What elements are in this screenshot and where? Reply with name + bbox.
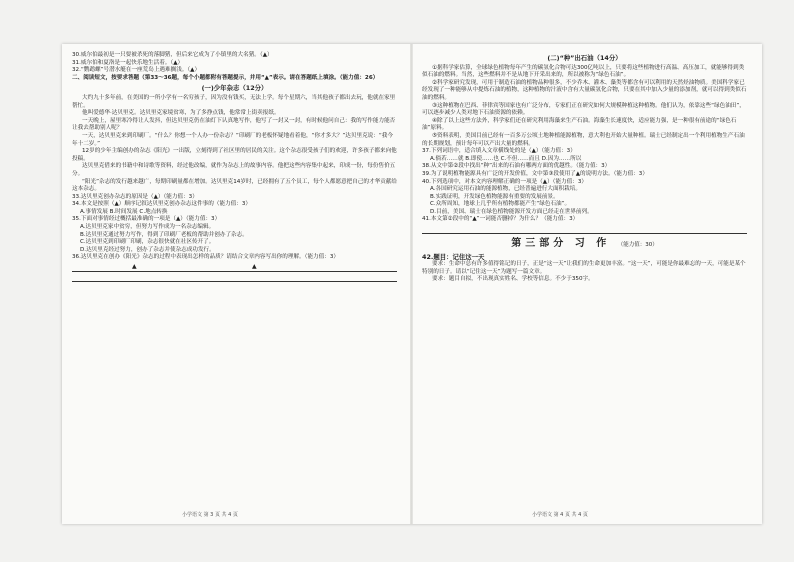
passage-paragraph: ③这种植物在巴西、菲律宾等国家也有广泛分布，专家们正在研究如何大规模种植这种植物。他们认为，依靠这些“绿色油田”，可以逐步减少人类对地下石油资源的依赖。: [422, 102, 745, 117]
question-36: 36.达贝里克在创办《阳光》杂志的过程中表现出怎样的品质？请结合文章内容写出你的理解。（能力值：3）: [72, 254, 339, 261]
left-page: [72, 52, 397, 285]
question-41: 41.本文第②段中的“▲”一词能否删掉？为什么？（能力值：3）: [422, 216, 579, 223]
passage-paragraph: 达贝里克借来的书籍中和诗歌等资料，经过他改编，就作为杂志上的故事内容。他把这些内容集中起来，印成一份，每份售价五分。: [72, 163, 396, 177]
question-32: 32.“鹦鹉螺”号潜水艇在一座荒岛上遇难搁浅。（▲）: [72, 67, 201, 74]
passage-paragraph: “阳光”杂志的发行越来越广，每期印刷量都在增加。达贝里克14岁时，已经拥有了五个员工，每个人都愿意把自己的才华贡献给这本杂志。: [72, 178, 397, 193]
question-40-option: B.实践证明，开发绿色植物能源有重要的发展前景。: [430, 193, 559, 200]
passage-paragraph: 一天，达贝里克来到印刷厂。“什么？你想一个人办一份杂志？”印刷厂的老板怀疑地看着他，“你才多大？”达贝里克说：“我今年十二岁。”: [72, 132, 393, 147]
question-37: 37.下列词语中，适合填入文章横线处的是（▲）（能力值：3）: [422, 148, 576, 155]
question-35-option: A.达贝里克家中贫穷，但努力写作成为一名杂志编辑。: [80, 224, 215, 231]
part2-intro: 二、阅读短文，按要求答题（第33～36题，每个小题都附有答题提示，并用“▲”表示。请在答题纸上填涂。（能力值：26）: [72, 74, 379, 81]
question-40-option: D.目前，美国、瑞士在绿色植物能源开发方面已经走在世界前列。: [430, 208, 593, 215]
question-40-option: A.各国研究运用石油的能源植物，已经普遍进行大面积栽培。: [430, 186, 581, 193]
part3-score: （能力值：30）: [617, 242, 658, 249]
question-35: 35.下面对事情经过概括最准确的一项是（▲）（能力值：3）: [72, 216, 221, 223]
question-31: 31.威尔伯和夏洛是一起快乐地生活着。（▲）: [72, 59, 184, 66]
question-42: 42.题目：记住这一天: [422, 252, 485, 261]
section1-title: (一)少年杂志（12分）: [201, 84, 268, 93]
part3-label: 第三部分 习 作: [511, 238, 611, 250]
question-35-option: B.达贝里克通过努力写作，得到了印刷厂老板的帮助并创办了杂志。: [80, 231, 248, 238]
passage-paragraph: 他叫爱德华·达贝里克。达贝里克家境贫寒，为了多挣点钱，他常常上街卖报纸。: [82, 110, 280, 117]
question-38: 38.从文中第②段中找出“种”出来的石油有哪两方面的优越性。（能力值：3）: [422, 163, 611, 170]
answer-line: [72, 275, 397, 282]
essay-requirement: 要求：生命中总有许多值得铭记的日子，正是“这一天”让我们的生命更加丰富。“这一天”，可能是你最难忘的一天，可能是某个特别的日子。请以“记住这一天”为题写一篇文章。: [422, 261, 746, 275]
essay-note: 要求：题目自拟，不出现真实姓名、学校等信息。不少于350字。: [432, 276, 594, 283]
exam-sheet: [62, 44, 762, 524]
question-37-options: A.倘若……就 B.即使……也 C.不但……而且 D.因为……所以: [430, 155, 582, 162]
question-35-option: C.达贝里克到印刷厂印刷，杂志很快就在社区传开了。: [80, 239, 215, 246]
page-footer-left: 小学语文 第 3 页 共 4 页: [182, 512, 238, 518]
question-35-option: D.达贝里克经过努力，创办了杂志并使杂志成功发行。: [80, 246, 215, 253]
passage-paragraph: 大约九十多年前，在美国的一所小学有一名穷孩子，因为没有钱买，无法上学。每个星期六，当其他孩子都出去玩，他就在家里帮忙。: [72, 94, 396, 109]
answer-line: ▲ ▲: [72, 265, 397, 272]
answer-line: [422, 227, 747, 234]
question-33: 33.达贝里克创办杂志的原因是（▲）（能力值：3）: [72, 193, 198, 200]
question-30: 30.威尔伯最初是一只要被杀死的落脚猪，但后来它成为了小镇里的大名猪。（▲）: [72, 52, 273, 58]
section2-title: (二)“种”出石油（14分）: [547, 54, 622, 62]
passage-paragraph: ④除了以上这些方法外，科学家们还在研究利用海藻来生产石油。海藻生长速度快，适应能力强，是一种很有前途的“绿色石油”原料。: [422, 117, 737, 132]
passage-paragraph: ②科学家研究发现，可用于制造石油的植物品种很多，不少乔木、灌木、藻类等都含有可以利用的天然烃油物质。美国科学家已经发现了一种能够从中提炼石油的植物，这种植物的汁液中含有大量碳氢化合物，只要在其中加入少量的添加剂，就可以得到类似石油的燃料。: [422, 79, 747, 101]
question-34-options: A.事情发展 B.时间发展 C.地点转换: [80, 208, 168, 215]
part3-title: [422, 240, 747, 250]
page-footer-right: 小学语文 第 4 页 共 4 页: [532, 512, 588, 518]
question-40: 40.下列选项中，对本文内容理解正确的一项是（▲）（能力值：3）: [422, 178, 587, 185]
question-39: 39.为了说明植物能源具有广泛的开发价值，文中第③段使用了▲的说明方法。（能力值：3）: [422, 170, 648, 177]
passage-paragraph: 一天晚上，屋里寒冷得让人发抖，但达贝里克仍在油灯下认真地写作，他写了一封又一封，有时候他问自己：我的写作能力能否让我去帮助别人呢？: [72, 117, 396, 132]
page-fold: [410, 44, 413, 524]
question-34: 34.本文是按照（▲）顺序记叙达贝里克创办杂志这件事的（能力值：3）: [72, 201, 251, 208]
right-page: [422, 52, 747, 284]
passage-paragraph: ①据科学家估算，全球绿色植物每年产生的碳氢化合物可达300亿吨以上，只要将这些植物进行高温、高压加工，就能够得到类似石油的燃料。当然，这些燃料并不是从地下开采出来的，所以被称为“绿色石油”。: [422, 64, 745, 79]
passage-paragraph: ⑤资料表明，美国目前已经有一百多万公顷土地种植能源植物，意大利也开始大量种植。瑞士已经制定出一个利用植物生产石油的长期规划，预计每年可以产出大量的燃料。: [422, 132, 745, 147]
passage-paragraph: 12岁的少年主编创办的杂志《阳光》一出版，立刻得到了社区里的居民的关注。这个杂志很受孩子们的欢迎，许多孩子都来向他投稿。: [72, 148, 397, 162]
question-40-option: C.众所周知，地球上几乎所有植物都能产生“绿色石油”。: [430, 201, 571, 208]
